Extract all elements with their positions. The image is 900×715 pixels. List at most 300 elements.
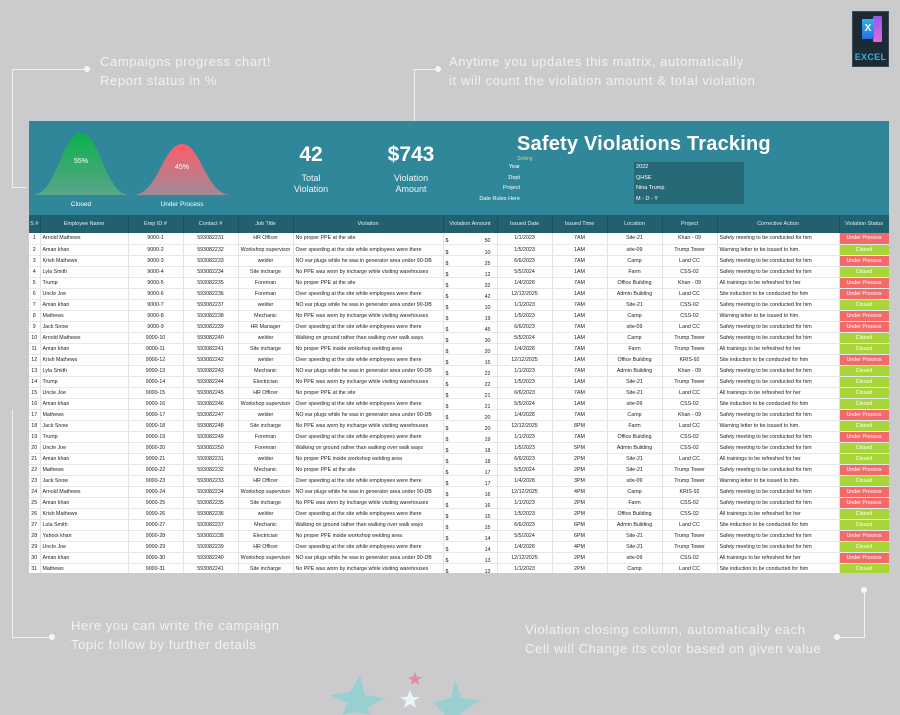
cell-job-title[interactable]: welder <box>238 409 293 420</box>
table-row[interactable] <box>29 332 889 343</box>
cell-employee-name[interactable]: Arnold Mathews <box>40 332 128 343</box>
table-row[interactable] <box>29 552 889 563</box>
cell-employee-name[interactable]: Mathews <box>40 464 128 475</box>
cell-job-title[interactable]: Site incharge <box>238 266 293 277</box>
cell-violation-amount[interactable] <box>443 398 497 409</box>
cell-employee-name[interactable]: Trump <box>40 431 128 442</box>
cell-contact[interactable]: 593082245 <box>183 387 238 398</box>
cell-employee-name[interactable]: Krish Mathews <box>40 354 128 365</box>
cell-s[interactable]: 14 <box>29 376 40 387</box>
cell-violation[interactable]: Over speeding at the site while employees were there <box>293 475 443 486</box>
cell-violation[interactable]: No proper PPE at the site <box>293 277 443 288</box>
cell-issued-date[interactable]: 5/5/2024 <box>497 530 552 541</box>
status-badge[interactable]: Under Process <box>839 310 889 321</box>
cell-s[interactable]: 22 <box>29 464 40 475</box>
table-row[interactable] <box>29 431 889 442</box>
status-badge[interactable]: Closed <box>839 453 889 464</box>
cell-issued-time[interactable]: 1AM <box>552 354 607 365</box>
cell-contact[interactable]: 593082237 <box>183 299 238 310</box>
cell-location[interactable]: Site-21 <box>607 376 662 387</box>
cell-emp-id[interactable]: 9000-26 <box>128 508 183 519</box>
table-row[interactable] <box>29 365 889 376</box>
cell-violation[interactable]: NO ear plugs while he was in generator area under 90-DB <box>293 299 443 310</box>
cell-employee-name[interactable]: Lyla Smith <box>40 365 128 376</box>
cell-contact[interactable]: 593082235 <box>183 277 238 288</box>
cell-violation-amount[interactable] <box>443 343 497 354</box>
cell-s[interactable]: 2 <box>29 244 40 255</box>
cell-project[interactable]: CSS-02 <box>662 299 717 310</box>
column-header[interactable]: Job Title <box>238 215 293 233</box>
cell-emp-id[interactable]: 9000-16 <box>128 398 183 409</box>
cell-corrective-action[interactable]: Safety meeting to be conducted for him <box>717 332 839 343</box>
cell-violation-amount[interactable] <box>443 244 497 255</box>
column-header[interactable]: Location <box>607 215 662 233</box>
cell-project[interactable]: KRIS-92 <box>662 486 717 497</box>
column-header[interactable]: S # <box>29 215 40 233</box>
cell-s[interactable]: 20 <box>29 442 40 453</box>
status-badge[interactable]: Closed <box>839 420 889 431</box>
cell-contact[interactable]: 593082246 <box>183 398 238 409</box>
cell-job-title[interactable]: Foreman <box>238 277 293 288</box>
cell-s[interactable]: 6 <box>29 288 40 299</box>
cell-employee-name[interactable]: Arnold Mathews <box>40 233 128 244</box>
cell-project[interactable]: Trump Tower <box>662 376 717 387</box>
cell-violation[interactable]: Over speeding at the site while employees were there <box>293 288 443 299</box>
column-header[interactable]: Violation Amount <box>443 215 497 233</box>
cell-location[interactable]: Farm <box>607 497 662 508</box>
cell-issued-time[interactable]: 3PM <box>552 475 607 486</box>
cell-issued-date[interactable]: 1/1/2023 <box>497 563 552 573</box>
cell-s[interactable]: 9 <box>29 321 40 332</box>
table-row[interactable] <box>29 266 889 277</box>
cell-job-title[interactable]: Electrician <box>238 376 293 387</box>
cell-project[interactable]: Land CC <box>662 387 717 398</box>
cell-contact[interactable]: 593082234 <box>183 266 238 277</box>
status-badge[interactable]: Closed <box>839 442 889 453</box>
cell-issued-time[interactable]: 7AM <box>552 255 607 266</box>
cell-issued-date[interactable]: 1/4/2028 <box>497 475 552 486</box>
table-row[interactable] <box>29 508 889 519</box>
cell-employee-name[interactable]: Mathews <box>40 310 128 321</box>
cell-contact[interactable]: 593082232 <box>183 244 238 255</box>
cell-s[interactable]: 15 <box>29 387 40 398</box>
cell-corrective-action[interactable]: Safety meeting to be conducted for him <box>717 486 839 497</box>
cell-location[interactable]: Office Building <box>607 508 662 519</box>
cell-issued-date[interactable]: 6/6/2023 <box>497 387 552 398</box>
cell-violation-amount[interactable] <box>443 464 497 475</box>
cell-location[interactable]: Office Building <box>607 431 662 442</box>
status-badge[interactable]: Under Process <box>839 277 889 288</box>
status-badge[interactable]: Closed <box>839 332 889 343</box>
cell-corrective-action[interactable]: Safety meeting to be conducted for him <box>717 497 839 508</box>
cell-location[interactable]: Site-21 <box>607 453 662 464</box>
cell-s[interactable]: 5 <box>29 277 40 288</box>
cell-violation-amount[interactable] <box>443 552 497 563</box>
cell-contact[interactable]: 593082250 <box>183 442 238 453</box>
cell-employee-name[interactable]: Krish Mathews <box>40 508 128 519</box>
cell-issued-date[interactable]: 5/5/2024 <box>497 464 552 475</box>
cell-employee-name[interactable]: Jack Snow <box>40 321 128 332</box>
cell-violation-amount[interactable] <box>443 233 497 244</box>
cell-issued-time[interactable]: 2PM <box>552 552 607 563</box>
cell-issued-date[interactable]: 1/4/2028 <box>497 343 552 354</box>
cell-contact[interactable]: 593082248 <box>183 420 238 431</box>
cell-violation-amount[interactable] <box>443 508 497 519</box>
status-badge[interactable]: Under Process <box>839 552 889 563</box>
cell-project[interactable]: Land CC <box>662 255 717 266</box>
cell-violation-amount[interactable] <box>443 277 497 288</box>
cell-job-title[interactable]: HR Officer <box>238 475 293 486</box>
cell-location[interactable]: Site-21 <box>607 299 662 310</box>
cell-issued-date[interactable]: 12/12/2025 <box>497 288 552 299</box>
cell-contact[interactable]: 593082239 <box>183 541 238 552</box>
cell-issued-date[interactable]: 5/5/2024 <box>497 398 552 409</box>
setting-value[interactable]: QHSE <box>636 175 652 181</box>
cell-issued-time[interactable]: 2PM <box>552 497 607 508</box>
status-badge[interactable]: Closed <box>839 475 889 486</box>
cell-violation[interactable]: No proper PPE inside workshop welding area <box>293 453 443 464</box>
table-row[interactable] <box>29 475 889 486</box>
table-row[interactable] <box>29 442 889 453</box>
cell-location[interactable]: Office Building <box>607 354 662 365</box>
cell-corrective-action[interactable]: All trainings to be refreshed for her <box>717 387 839 398</box>
status-badge[interactable]: Under Process <box>839 431 889 442</box>
table-row[interactable] <box>29 310 889 321</box>
cell-issued-time[interactable]: 1AM <box>552 310 607 321</box>
cell-emp-id[interactable]: 9000-27 <box>128 519 183 530</box>
cell-location[interactable]: site-09 <box>607 398 662 409</box>
cell-issued-time[interactable]: 1AM <box>552 332 607 343</box>
cell-location[interactable]: Site-21 <box>607 233 662 244</box>
cell-project[interactable]: Land CC <box>662 321 717 332</box>
cell-issued-date[interactable]: 1/1/2023 <box>497 233 552 244</box>
cell-emp-id[interactable]: 9000-21 <box>128 453 183 464</box>
table-row[interactable] <box>29 321 889 332</box>
cell-corrective-action[interactable]: Safety meeting to be conducted for him <box>717 376 839 387</box>
cell-violation[interactable]: Walking on ground rather than walking over walk ways <box>293 442 443 453</box>
column-header[interactable]: Corrective Action <box>717 215 839 233</box>
table-row[interactable] <box>29 244 889 255</box>
cell-employee-name[interactable]: Trump <box>40 277 128 288</box>
cell-emp-id[interactable]: 9000-18 <box>128 420 183 431</box>
cell-issued-date[interactable]: 5/5/2024 <box>497 332 552 343</box>
cell-corrective-action[interactable]: Safety meeting to be conducted for him <box>717 299 839 310</box>
cell-s[interactable]: 7 <box>29 299 40 310</box>
cell-s[interactable]: 28 <box>29 530 40 541</box>
table-row[interactable] <box>29 255 889 266</box>
cell-s[interactable]: 27 <box>29 519 40 530</box>
cell-corrective-action[interactable]: Site induction to be conducted for him <box>717 288 839 299</box>
cell-issued-time[interactable]: 7AM <box>552 299 607 310</box>
table-row[interactable] <box>29 233 889 244</box>
cell-issued-time[interactable]: 5PM <box>552 442 607 453</box>
cell-issued-time[interactable]: 1AM <box>552 398 607 409</box>
cell-contact[interactable]: 593082242 <box>183 354 238 365</box>
cell-project[interactable]: Trump Tower <box>662 530 717 541</box>
cell-issued-time[interactable]: 1AM <box>552 266 607 277</box>
cell-violation[interactable]: No proper PPE inside workshop welding area <box>293 343 443 354</box>
cell-emp-id[interactable]: 9000-29 <box>128 541 183 552</box>
cell-emp-id[interactable]: 9000-2 <box>128 244 183 255</box>
cell-issued-date[interactable]: 12/12/2025 <box>497 486 552 497</box>
cell-job-title[interactable]: Foreman <box>238 442 293 453</box>
cell-project[interactable]: Khan - 09 <box>662 365 717 376</box>
cell-project[interactable]: Khan - 09 <box>662 277 717 288</box>
cell-contact[interactable]: 593082240 <box>183 552 238 563</box>
cell-corrective-action[interactable]: Safety meeting to be conducted for him <box>717 431 839 442</box>
cell-job-title[interactable]: Workshop supervisor <box>238 398 293 409</box>
cell-emp-id[interactable]: 9000-6 <box>128 288 183 299</box>
cell-violation[interactable]: Over speeding at the site while employees were there <box>293 244 443 255</box>
cell-issued-date[interactable]: 1/5/2023 <box>497 442 552 453</box>
cell-s[interactable]: 11 <box>29 343 40 354</box>
cell-s[interactable]: 26 <box>29 508 40 519</box>
cell-project[interactable]: Trump Tower <box>662 464 717 475</box>
cell-contact[interactable]: 593082249 <box>183 431 238 442</box>
cell-employee-name[interactable]: Uncle Joe <box>40 288 128 299</box>
cell-employee-name[interactable]: Aman khan <box>40 398 128 409</box>
cell-emp-id[interactable]: 9000-8 <box>128 310 183 321</box>
cell-issued-date[interactable]: 1/1/2023 <box>497 497 552 508</box>
cell-violation-amount[interactable] <box>443 332 497 343</box>
cell-employee-name[interactable]: Yahooi khan <box>40 530 128 541</box>
cell-issued-date[interactable]: 1/4/2028 <box>497 409 552 420</box>
cell-employee-name[interactable]: Jack Snow <box>40 420 128 431</box>
cell-location[interactable]: Office Building <box>607 277 662 288</box>
cell-project[interactable]: CSS-02 <box>662 552 717 563</box>
cell-employee-name[interactable]: Aman khan <box>40 244 128 255</box>
cell-violation-amount[interactable] <box>443 409 497 420</box>
cell-issued-time[interactable]: 7AM <box>552 277 607 288</box>
status-badge[interactable]: Closed <box>839 398 889 409</box>
status-badge[interactable]: Under Process <box>839 486 889 497</box>
cell-issued-time[interactable]: 6PM <box>552 530 607 541</box>
cell-job-title[interactable]: Workshop supervisor <box>238 486 293 497</box>
cell-corrective-action[interactable]: Warning letter to be issued to him. <box>717 475 839 486</box>
cell-contact[interactable]: 593082231 <box>183 453 238 464</box>
cell-project[interactable]: Trump Tower <box>662 332 717 343</box>
cell-issued-time[interactable]: 2PM <box>552 464 607 475</box>
cell-corrective-action[interactable]: Safety meeting to be conducted for him <box>717 530 839 541</box>
cell-s[interactable]: 13 <box>29 365 40 376</box>
cell-project[interactable]: Land CC <box>662 563 717 573</box>
cell-location[interactable]: Camp <box>607 486 662 497</box>
column-header[interactable]: Issued Date <box>497 215 552 233</box>
cell-issued-time[interactable]: 1AM <box>552 376 607 387</box>
cell-job-title[interactable]: welder <box>238 354 293 365</box>
cell-violation-amount[interactable] <box>443 530 497 541</box>
cell-employee-name[interactable]: Lula Smith <box>40 519 128 530</box>
cell-contact[interactable]: 593082241 <box>183 343 238 354</box>
cell-contact[interactable]: 593082244 <box>183 376 238 387</box>
cell-location[interactable]: Camp <box>607 409 662 420</box>
column-header[interactable]: Violation <box>293 215 443 233</box>
cell-location[interactable]: Farm <box>607 420 662 431</box>
cell-s[interactable]: 31 <box>29 563 40 573</box>
table-row[interactable] <box>29 277 889 288</box>
cell-corrective-action[interactable]: Safety meeting to be conducted for him <box>717 442 839 453</box>
cell-project[interactable]: CSS-02 <box>662 398 717 409</box>
cell-s[interactable]: 4 <box>29 266 40 277</box>
cell-job-title[interactable]: Mechanic <box>238 365 293 376</box>
cell-employee-name[interactable]: Mathews <box>40 563 128 573</box>
cell-emp-id[interactable]: 9000-3 <box>128 255 183 266</box>
cell-contact[interactable]: 593082233 <box>183 255 238 266</box>
cell-issued-date[interactable]: 1/1/2023 <box>497 365 552 376</box>
table-row[interactable] <box>29 464 889 475</box>
table-row[interactable] <box>29 420 889 431</box>
table-row[interactable] <box>29 299 889 310</box>
status-badge[interactable]: Under Process <box>839 288 889 299</box>
cell-contact[interactable]: 593082231 <box>183 233 238 244</box>
cell-job-title[interactable]: Workshop supervisor <box>238 244 293 255</box>
cell-job-title[interactable]: Foreman <box>238 431 293 442</box>
cell-issued-date[interactable]: 1/1/2023 <box>497 431 552 442</box>
status-badge[interactable]: Closed <box>839 376 889 387</box>
cell-job-title[interactable]: Foreman <box>238 288 293 299</box>
cell-emp-id[interactable]: 9000-17 <box>128 409 183 420</box>
cell-job-title[interactable]: Site incharge <box>238 497 293 508</box>
cell-violation[interactable]: No proper PPE inside workshop welding area <box>293 530 443 541</box>
cell-issued-time[interactable]: 4PM <box>552 486 607 497</box>
cell-s[interactable]: 17 <box>29 409 40 420</box>
cell-corrective-action[interactable]: All trainings to be refreshed for her <box>717 277 839 288</box>
cell-violation-amount[interactable] <box>443 453 497 464</box>
cell-contact[interactable]: 593082236 <box>183 508 238 519</box>
cell-project[interactable]: Khan - 09 <box>662 409 717 420</box>
cell-job-title[interactable]: HR Manager <box>238 321 293 332</box>
cell-location[interactable]: Admin Building <box>607 365 662 376</box>
cell-job-title[interactable]: Workshop supervisor <box>238 552 293 563</box>
cell-project[interactable]: Trump Tower <box>662 475 717 486</box>
cell-emp-id[interactable]: 9000-13 <box>128 365 183 376</box>
cell-contact[interactable]: 593082243 <box>183 365 238 376</box>
cell-violation-amount[interactable] <box>443 255 497 266</box>
cell-contact[interactable]: 593082241 <box>183 563 238 573</box>
cell-project[interactable]: Khan - 09 <box>662 233 717 244</box>
cell-location[interactable]: Admin Building <box>607 442 662 453</box>
cell-violation-amount[interactable] <box>443 288 497 299</box>
status-badge[interactable]: Under Process <box>839 233 889 244</box>
status-badge[interactable]: Closed <box>839 266 889 277</box>
cell-violation-amount[interactable] <box>443 376 497 387</box>
cell-issued-time[interactable]: 7AM <box>552 431 607 442</box>
status-badge[interactable]: Under Process <box>839 464 889 475</box>
cell-corrective-action[interactable]: All trainings to be refreshed for her <box>717 343 839 354</box>
cell-violation[interactable]: No PPE was worn by incharge while visiting warehouses <box>293 310 443 321</box>
cell-job-title[interactable]: HR Officer <box>238 541 293 552</box>
cell-issued-date[interactable]: 1/5/2023 <box>497 244 552 255</box>
cell-location[interactable]: Site-21 <box>607 387 662 398</box>
cell-issued-date[interactable]: 12/12/2025 <box>497 420 552 431</box>
status-badge[interactable]: Closed <box>839 387 889 398</box>
cell-corrective-action[interactable]: All trainings to be refreshed for her <box>717 508 839 519</box>
setting-value[interactable]: M - D - Y <box>636 196 658 202</box>
cell-location[interactable]: site-09 <box>607 244 662 255</box>
cell-violation-amount[interactable] <box>443 486 497 497</box>
table-row[interactable] <box>29 453 889 464</box>
cell-issued-date[interactable]: 1/4/2028 <box>497 541 552 552</box>
cell-location[interactable]: site-09 <box>607 552 662 563</box>
cell-emp-id[interactable]: 9000-11 <box>128 343 183 354</box>
cell-project[interactable]: Trump Tower <box>662 244 717 255</box>
cell-violation-amount[interactable] <box>443 431 497 442</box>
cell-violation[interactable]: NO ear plugs while he was in generator area under 90-DB <box>293 255 443 266</box>
cell-violation[interactable]: No proper PPE at the site <box>293 387 443 398</box>
setting-value[interactable]: Nina Trump <box>636 185 665 191</box>
cell-employee-name[interactable]: Aman khan <box>40 453 128 464</box>
cell-issued-time[interactable]: 4PM <box>552 541 607 552</box>
table-row[interactable] <box>29 541 889 552</box>
cell-emp-id[interactable]: 9000-19 <box>128 431 183 442</box>
cell-s[interactable]: 30 <box>29 552 40 563</box>
cell-job-title[interactable]: HR Officer <box>238 233 293 244</box>
column-header[interactable]: Project <box>662 215 717 233</box>
cell-corrective-action[interactable]: Warning letter to be issued to him. <box>717 420 839 431</box>
cell-employee-name[interactable]: Krish Mathews <box>40 255 128 266</box>
cell-job-title[interactable]: Site incharge <box>238 420 293 431</box>
status-badge[interactable]: Closed <box>839 541 889 552</box>
status-badge[interactable]: Closed <box>839 299 889 310</box>
cell-emp-id[interactable]: 9000-25 <box>128 497 183 508</box>
table-row[interactable] <box>29 354 889 365</box>
cell-contact[interactable]: 593082236 <box>183 288 238 299</box>
cell-location[interactable]: Camp <box>607 563 662 573</box>
cell-violation[interactable]: No proper PPE at the site <box>293 233 443 244</box>
cell-job-title[interactable]: Site incharge <box>238 343 293 354</box>
cell-s[interactable]: 16 <box>29 398 40 409</box>
cell-issued-date[interactable]: 12/12/2025 <box>497 552 552 563</box>
cell-violation[interactable]: No PPE was worn by incharge while visiting warehouses <box>293 497 443 508</box>
cell-issued-date[interactable]: 6/6/2023 <box>497 255 552 266</box>
column-header[interactable]: Issued Time <box>552 215 607 233</box>
cell-issued-time[interactable]: 7AM <box>552 387 607 398</box>
cell-issued-time[interactable]: 2PM <box>552 453 607 464</box>
cell-s[interactable]: 19 <box>29 431 40 442</box>
cell-emp-id[interactable]: 9000-5 <box>128 277 183 288</box>
cell-s[interactable]: 10 <box>29 332 40 343</box>
cell-location[interactable]: Site-21 <box>607 541 662 552</box>
cell-job-title[interactable]: welder <box>238 453 293 464</box>
cell-violation-amount[interactable] <box>443 475 497 486</box>
cell-emp-id[interactable]: 9000-22 <box>128 464 183 475</box>
cell-s[interactable]: 18 <box>29 420 40 431</box>
cell-corrective-action[interactable]: Site induction to be conducted for him <box>717 519 839 530</box>
cell-emp-id[interactable]: 9000-20 <box>128 442 183 453</box>
cell-location[interactable]: Farm <box>607 343 662 354</box>
table-row[interactable] <box>29 497 889 508</box>
cell-issued-date[interactable]: 6/6/2023 <box>497 519 552 530</box>
cell-violation[interactable]: Over speeding at the site while employees were there <box>293 541 443 552</box>
cell-violation-amount[interactable] <box>443 387 497 398</box>
cell-contact[interactable]: 593082234 <box>183 486 238 497</box>
column-header[interactable]: Contact # <box>183 215 238 233</box>
cell-emp-id[interactable]: 9000-30 <box>128 552 183 563</box>
table-row[interactable] <box>29 288 889 299</box>
status-badge[interactable]: Closed <box>839 365 889 376</box>
table-row[interactable] <box>29 387 889 398</box>
cell-corrective-action[interactable]: Warning letter to be issued to him. <box>717 310 839 321</box>
cell-corrective-action[interactable]: Safety meeting to be conducted for him <box>717 321 839 332</box>
cell-violation-amount[interactable] <box>443 354 497 365</box>
cell-contact[interactable]: 593082238 <box>183 530 238 541</box>
cell-contact[interactable]: 593082232 <box>183 464 238 475</box>
cell-project[interactable]: Trump Tower <box>662 541 717 552</box>
cell-issued-time[interactable]: 2PM <box>552 563 607 573</box>
cell-employee-name[interactable]: Jack Snow <box>40 475 128 486</box>
status-badge[interactable]: Under Process <box>839 530 889 541</box>
cell-location[interactable]: Camp <box>607 310 662 321</box>
